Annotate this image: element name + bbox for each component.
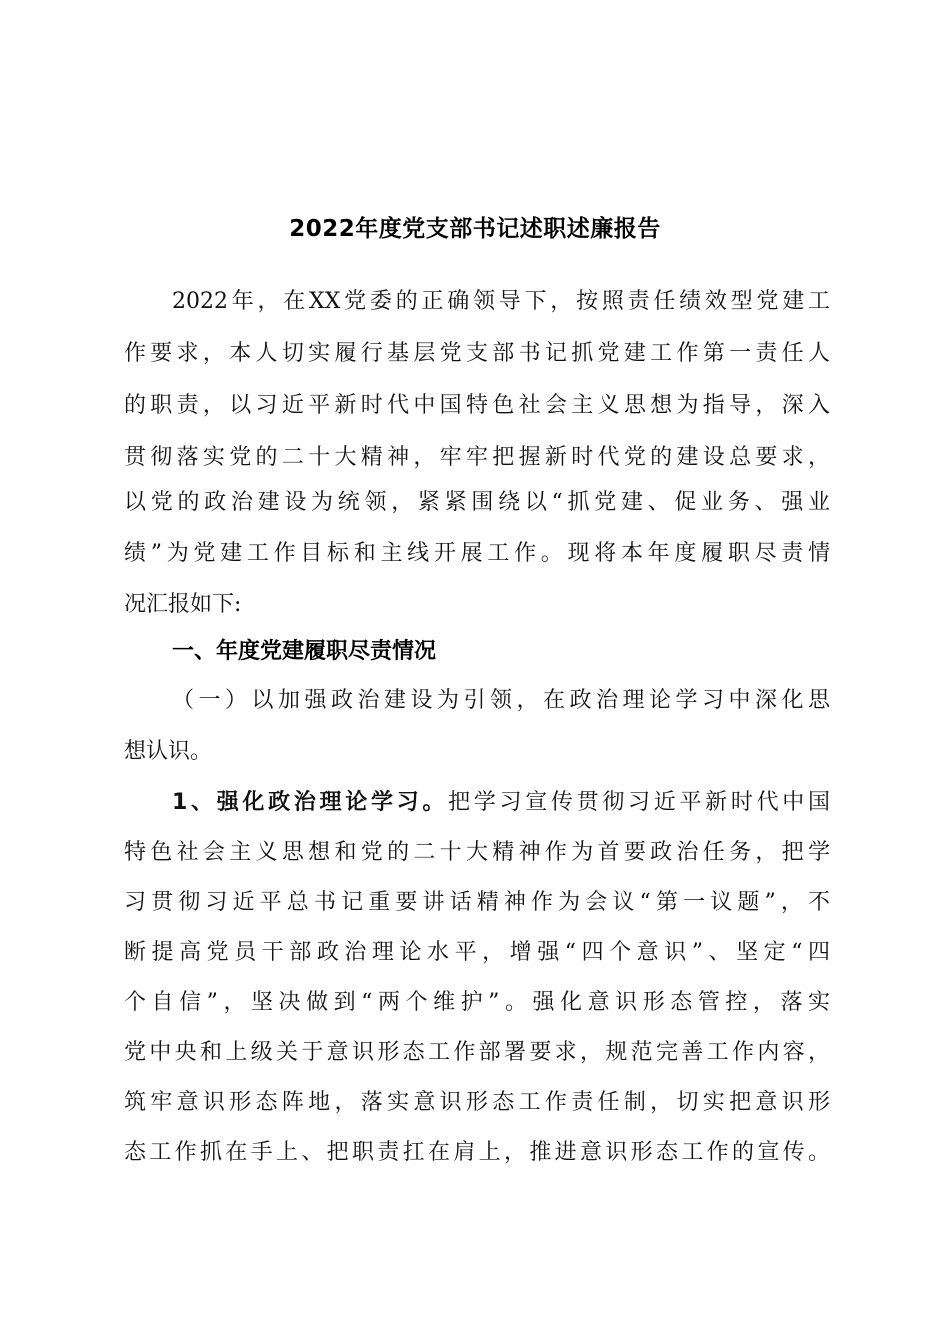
intro-line-5: 以党的政治建设为统领，紧紧围绕以“抓党建、促业务、强业 <box>124 490 830 515</box>
item1-line-8: 态工作抓在手上、把职责扛在肩上，推进意识形态工作的宣传。 <box>124 1140 830 1165</box>
subsection-line-2: 想认识。 <box>124 739 213 764</box>
intro-line-2: 作要求，本人切实履行基层党支部书记抓党建工作第一责任人 <box>124 341 830 366</box>
item1-line-2: 特色社会主义思想和党的二十大精神作为首要政治任务，把学 <box>124 840 830 865</box>
item1-line-6: 党中央和上级关于意识形态工作部署要求，规范完善工作内容， <box>124 1040 830 1065</box>
item1-line-5: 个自信”，坚决做到“两个维护”。强化意识形态管控，落实 <box>124 990 830 1015</box>
item1-first-line-text: 把学习宣传贯彻习近平新时代中国 <box>448 790 830 815</box>
intro-line-3: 的职责，以习近平新时代中国特色社会主义思想为指导，深入 <box>124 393 830 418</box>
item1-line-1 <box>172 788 830 818</box>
item1-lead: 1、强化政治理论学习。 <box>172 790 449 815</box>
item1-line-4: 断提高党员干部政治理论水平，增强“四个意识”、坚定“四 <box>124 940 830 965</box>
intro-line-1: 2022年，在XX党委的正确领导下，按照责任绩效型党建工 <box>172 289 830 314</box>
intro-line-7: 况汇报如下: <box>124 592 242 617</box>
intro-line-4: 贯彻落实党的二十大精神，牢牢把握新时代党的建设总要求， <box>124 445 830 470</box>
item1-line-7: 筑牢意识形态阵地，落实意识形态工作责任制，切实把意识形 <box>124 1090 830 1115</box>
section-heading: 一、年度党建履职尽责情况 <box>172 639 437 664</box>
subsection-line-1: （一）以加强政治建设为引领，在政治理论学习中深化思 <box>172 688 830 713</box>
item1-line-3: 习贯彻习近平总书记重要讲话精神作为会议“第一议题”，不 <box>124 890 830 915</box>
intro-line-6: 绩”为党建工作目标和主线开展工作。现将本年度履职尽责情 <box>124 541 830 566</box>
document-title: 2022年度党支部书记述职述廉报告 <box>289 216 661 242</box>
